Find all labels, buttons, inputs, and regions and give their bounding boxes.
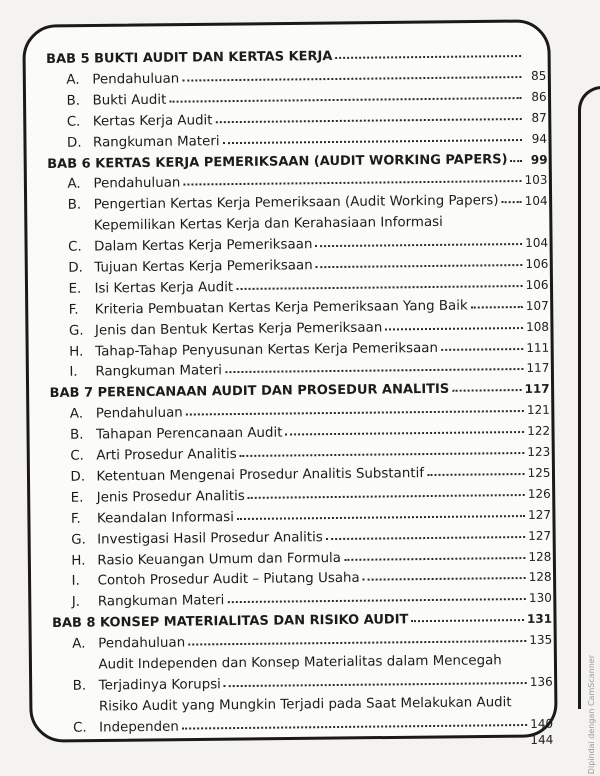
item-text: Rasio Keuangan Umum dan Formula bbox=[97, 550, 342, 569]
chapter-page-number: 117 bbox=[524, 382, 550, 397]
item-text-block bbox=[94, 208, 548, 255]
item-page-number: 94 bbox=[531, 131, 548, 146]
item-text-continued: Terjadinya Korupsi bbox=[98, 677, 221, 694]
item-letter: J. bbox=[71, 595, 81, 611]
item-letter: D. bbox=[68, 260, 83, 276]
leader-dots bbox=[335, 55, 521, 59]
item-text-continued: Independen bbox=[99, 719, 179, 736]
item-page-number: 121 bbox=[526, 403, 550, 418]
item-text: Contoh Prosedur Audit – Piutang Usaha bbox=[97, 571, 360, 589]
item-text: Tahap-Tahap Penyusunan Kertas Kerja Pemeriksaan bbox=[95, 340, 439, 360]
final-page-number: 144 bbox=[530, 732, 554, 747]
chapter-title: BAB 8 KONSEP MATERIALITAS DAN RISIKO AUDIT bbox=[51, 612, 409, 632]
item-text: Audit Independen dan Konsep Materialitas dalam Mencegah bbox=[98, 653, 502, 673]
item-letter: B. bbox=[66, 93, 81, 109]
item-page-number: 108 bbox=[525, 319, 550, 334]
item-text: Ketentuan Mengenai Prosedur Analitis Substantif bbox=[96, 466, 425, 485]
item-text: Kertas Kerja Audit bbox=[92, 112, 213, 130]
leader-dots bbox=[510, 160, 522, 162]
scanner-watermark: Dipindai dengan CamScanner bbox=[587, 654, 596, 774]
leader-dots bbox=[344, 557, 526, 561]
item-text: Pengertian Kertas Kerja Pemeriksaan (Audit Working Papers) bbox=[93, 193, 499, 213]
item-letter: D. bbox=[70, 469, 86, 485]
item-letter: A. bbox=[66, 72, 80, 88]
toc-item bbox=[48, 208, 548, 255]
item-page-number: 86 bbox=[531, 89, 547, 104]
leader-dots bbox=[315, 243, 522, 247]
leader-dots bbox=[452, 390, 521, 393]
item-page-number: 128 bbox=[528, 570, 552, 585]
item-text: Tahapan Perencanaan Audit bbox=[96, 425, 283, 443]
item-text-block bbox=[98, 647, 552, 694]
leader-dots bbox=[216, 118, 522, 123]
item-letter: H. bbox=[71, 553, 86, 569]
table-of-contents bbox=[46, 41, 553, 752]
item-page-number: 87 bbox=[531, 110, 547, 125]
item-letter: G. bbox=[68, 323, 84, 339]
item-text: Kriteria Pembuatan Kertas Kerja Pemeriksaan Yang Baik bbox=[94, 298, 468, 318]
leader-dots bbox=[471, 306, 523, 309]
item-page-number: 111 bbox=[526, 340, 550, 355]
leader-dots bbox=[427, 473, 525, 476]
chapter-page-number: 99 bbox=[530, 152, 548, 167]
item-letter: A. bbox=[72, 636, 86, 653]
leader-dots bbox=[285, 431, 524, 435]
leader-dots bbox=[169, 97, 521, 103]
toc-item bbox=[53, 689, 553, 736]
item-text: Pendahuluan bbox=[98, 635, 186, 652]
item-text: Rangkuman Materi bbox=[95, 363, 222, 380]
item-letter: E. bbox=[70, 490, 84, 506]
item-letter: F. bbox=[68, 302, 79, 318]
chapter-title: BAB 5 BUKTI AUDIT DAN KERTAS KERJA bbox=[46, 49, 333, 67]
item-letter: A. bbox=[69, 406, 84, 423]
item-letter: I. bbox=[71, 574, 80, 590]
leader-dots bbox=[186, 410, 524, 416]
item-page-number: 104 bbox=[524, 194, 548, 209]
item-page-number: 126 bbox=[527, 486, 551, 501]
item-text: Bukti Audit bbox=[92, 92, 167, 109]
item-page-number: 140 bbox=[530, 716, 554, 731]
item-page-number: 106 bbox=[525, 277, 549, 292]
item-page-number: 107 bbox=[525, 298, 549, 313]
leader-dots bbox=[182, 76, 521, 82]
item-letter: B. bbox=[70, 427, 84, 444]
item-text: Arti Prosedur Analitis bbox=[96, 447, 237, 464]
item-letter: D. bbox=[66, 135, 82, 151]
leader-dots bbox=[225, 368, 524, 373]
leader-dots bbox=[441, 348, 523, 351]
item-page-number: 127 bbox=[527, 507, 552, 522]
item-text-block bbox=[99, 689, 553, 736]
item-letter: C. bbox=[66, 114, 81, 130]
leader-dots bbox=[182, 724, 527, 730]
chapter-title: BAB 6 KERTAS KERJA PEMERIKSAAN (AUDIT WORKING PAPERS) bbox=[47, 151, 508, 172]
item-letter: B. bbox=[72, 678, 87, 694]
item-text: Jenis dan Bentuk Kertas Kerja Pemeriksaan bbox=[94, 320, 383, 339]
leader-dots bbox=[240, 452, 525, 457]
item-text: Rangkuman Materi bbox=[97, 593, 225, 610]
item-page-number: 125 bbox=[527, 465, 551, 481]
item-text: Rangkuman Materi bbox=[92, 133, 220, 151]
leader-dots bbox=[248, 494, 525, 499]
item-text: Pendahuluan bbox=[95, 405, 183, 422]
item-text: Investigasi Hasil Prosedur Analitis bbox=[97, 529, 323, 548]
item-page-number: 106 bbox=[525, 256, 549, 272]
item-page-number: 136 bbox=[529, 674, 553, 690]
item-page-number: 127 bbox=[528, 528, 552, 543]
leader-dots bbox=[237, 515, 525, 520]
item-text: Jenis Prosedur Analitis bbox=[96, 488, 245, 506]
item-text: Isi Kertas Kerja Audit bbox=[94, 279, 234, 297]
toc-item bbox=[52, 647, 552, 694]
leader-dots bbox=[502, 201, 522, 203]
item-text: Keandalan Informasi bbox=[96, 509, 235, 527]
item-text: Risiko Audit yang Mungkin Terjadi pada Saat Melakukan Audit bbox=[98, 695, 512, 715]
leader-dots bbox=[326, 536, 525, 540]
leader-dots bbox=[224, 682, 527, 687]
item-text-continued: Dalam Kertas Kerja Pemeriksaan bbox=[94, 237, 313, 255]
item-text: Kepemilikan Kertas Kerja dan Kerahasiaan Informasi bbox=[93, 215, 443, 234]
item-letter: G. bbox=[71, 532, 86, 548]
item-letter: I. bbox=[69, 365, 78, 381]
leader-dots bbox=[223, 139, 523, 144]
item-text: Tujuan Kertas Kerja Pemeriksaan bbox=[94, 258, 313, 276]
item-letter: A. bbox=[67, 177, 81, 193]
chapter-title: BAB 7 PERENCANAAN AUDIT DAN PROSEDUR ANALITIS bbox=[49, 382, 450, 402]
leader-dots bbox=[411, 619, 524, 622]
item-page-number: 117 bbox=[526, 361, 550, 376]
item-letter: F. bbox=[70, 511, 81, 527]
chapter-page-number: 131 bbox=[526, 612, 553, 627]
item-letter: H. bbox=[69, 344, 84, 360]
item-page-number: 103 bbox=[524, 173, 548, 188]
next-page-edge bbox=[578, 86, 600, 709]
item-letter: C. bbox=[68, 239, 82, 255]
leader-dots bbox=[363, 577, 526, 581]
leader-dots bbox=[316, 264, 523, 268]
item-text: Pendahuluan bbox=[92, 71, 180, 88]
item-page-number: 130 bbox=[528, 591, 552, 606]
item-letter: C. bbox=[73, 720, 87, 736]
item-page-number: 104 bbox=[525, 235, 549, 251]
leader-dots bbox=[385, 327, 523, 330]
leader-dots bbox=[188, 640, 526, 646]
item-page-number: 122 bbox=[527, 423, 551, 439]
item-text: Pendahuluan bbox=[93, 176, 181, 192]
leader-dots bbox=[183, 180, 521, 186]
item-page-number: 123 bbox=[527, 444, 551, 460]
item-page-number: 135 bbox=[529, 632, 553, 648]
leader-dots bbox=[236, 285, 522, 290]
item-letter: B. bbox=[67, 197, 82, 214]
item-page-number: 128 bbox=[528, 549, 552, 564]
item-letter: E. bbox=[68, 281, 82, 297]
item-letter: C. bbox=[70, 448, 84, 464]
leader-dots bbox=[227, 598, 526, 603]
item-page-number: 85 bbox=[530, 68, 547, 83]
